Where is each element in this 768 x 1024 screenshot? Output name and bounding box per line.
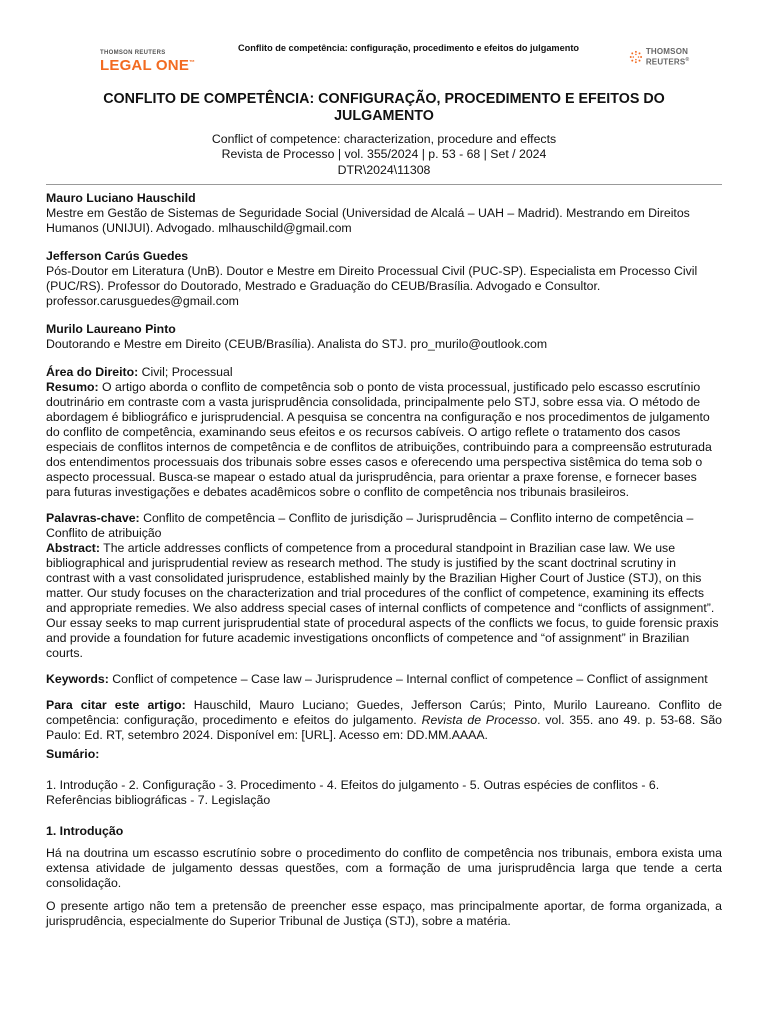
- introduction-heading: 1. Introdução: [46, 823, 124, 838]
- running-title: Conflito de competência: configuração, procedimento e efeitos do julgamento: [238, 43, 579, 53]
- author-entry: [46, 249, 722, 309]
- area-value: Civil; Processual: [138, 364, 233, 379]
- summary-title: Sumário:: [46, 746, 100, 761]
- english-title: Conflict of competence: characterization, procedure and effects: [211, 132, 557, 147]
- citation-label: Para citar este artigo:: [46, 697, 186, 712]
- logo-publisher: THOMSON REUTERS: [100, 50, 166, 56]
- summary-text: 1. Introdução - 2. Configuração - 3. Procedimento - 4. Efeitos do julgamento - 5. Outras espécies de conflitos - 6. Referências bibliográficas - 7. Legislação: [46, 777, 660, 807]
- resumo-text: O artigo aborda o conflito de competência sob o ponto de vista processual, justificado pelo escasso escrutínio doutrinário em contraste com a vasta jurisprudência consolidada, principalmente pelo STJ, sobre essa via. O método de abordagem é bibliográfico e jurisprudencial. A pesquisa se concentra na configuração e nos procedimentos de julgamento do conflito de competência, examinando seus efeitos e os recursos cabíveis. O artigo reflete o tratamento dos casos especiais de conflitos internos de competência e de conflitos de atribuições, contribuindo para a compreensão estruturada dos entendimentos processuais dos tribunais sobre esses casos e oferecendo uma perspectiva sistêmica do tema sob o aspecto processual. Busca-se mapear o estado atual da jurisprudência, para orientar a praxe forense, e fornecer bases para futuras investigações e debates acadêmicos sobre o conflito de competência nos tribunais brasileiros.: [46, 379, 712, 499]
- author-name: Murilo Laureano Pinto: [46, 321, 176, 336]
- introduction-paragraph: Há na doutrina um escasso escrutínio sobre o procedimento do conflito de competência nos tribunais, embora exista uma extensa atividade de julgamento dessas questões, com a formação de uma jurisprudência larga que tende a certa consolidação.: [46, 845, 722, 890]
- author-bio: Doutorando e Mestre em Direito (CEUB/Brasília). Analista do STJ. pro_murilo@outlook.com: [46, 336, 548, 351]
- citation-text: Hauschild, Mauro Luciano; Guedes, Jefferson Carús; Pinto, Murilo Laureano. Conflito de competência: configuração, procedimento e efeitos do julgamento.: [46, 697, 722, 727]
- abstract-en-block: [46, 511, 722, 661]
- logo-trademark: ™: [189, 60, 196, 67]
- introduction-paragraph: O presente artigo não tem a pretensão de preencher esse espaço, mas principalmente aportar, de forma organizada, a jurisprudência, especialmente do Superior Tribunal de Justiça (STJ), sobre a matéria.: [46, 898, 722, 928]
- author-name: Jefferson Carús Guedes: [46, 248, 189, 263]
- keywords-label: Keywords:: [46, 671, 109, 686]
- journal-reference: Revista de Processo | vol. 355/2024 | p. 53 - 68 | Set / 2024: [221, 147, 547, 162]
- author-name: Mauro Luciano Hauschild: [46, 190, 196, 205]
- logo-right-text: [646, 47, 722, 67]
- logo-right-name: THOMSON REUTERS: [645, 47, 689, 67]
- abstract-label: Abstract:: [46, 540, 100, 555]
- palavras-chave-line: [46, 511, 722, 541]
- palavras-chave-text: Conflito de competência – Conflito de jurisdição – Jurisprudência – Conflito interno de competência – Conflito de atribuição: [46, 510, 694, 540]
- authors-list: [46, 191, 722, 352]
- thomson-reuters-logo: [629, 47, 722, 67]
- citation-block: [46, 698, 722, 743]
- logo-right-registered: ®: [685, 56, 690, 63]
- author-entry: [46, 322, 722, 352]
- citation-paragraph: [46, 698, 722, 743]
- header-divider: [46, 184, 722, 185]
- document-id: DTR\2024\11308: [337, 162, 431, 177]
- keywords-text: Conflict of competence – Case law – Jurisprudence – Internal conflict of competence – Conflict of assignment: [108, 671, 708, 686]
- area-label: Área do Direito:: [46, 364, 139, 379]
- author-bio: Pós-Doutor em Literatura (UnB). Doutor e Mestre em Direito Processual Civil (PUC-SP). Especialista em Processo Civil (PUC/RS). Professor do Doutorado, Mestrado e Graduação do CEUB/Brasília. Advogado e Consultor. professor.carusguedes@gmail.com: [46, 263, 698, 308]
- abstract-pt-block: [46, 365, 722, 500]
- author-bio: Mestre em Gestão de Sistemas de Seguridade Social (Universidad de Alcalá – UAH – Madrid). Mestrando em Direitos Humanos (UNIJUI). Advogado. mlhauschild@gmail.com: [46, 205, 690, 235]
- summary-block: [46, 747, 722, 808]
- thomson-reuters-dots-icon: [629, 49, 643, 65]
- author-entry: [46, 191, 722, 236]
- page-header: [46, 0, 722, 86]
- resumo-paragraph: [46, 380, 722, 500]
- area-line: [46, 365, 722, 380]
- article-meta: [46, 132, 722, 178]
- abstract-text: The article addresses conflicts of competence from a procedural standpoint in Brazilian case law. We use bibliographical and jurisprudential review as research method. The study is justified by the scant doctrinal scrutiny in contrast with a vast consolidated jurisprudence, established mainly by the Brazilian Higher Court of Justice (STJ), on this matter. Our study focuses on the characterization and trial procedures of the conflict of competence, examining its effects and appropriate remedies. We also address special cases of internal conflicts of competence and “conflicts of assignment”. Our essay seeks to map current jurisprudential state of procedural aspects of the conflicts we focus, to guide forensic praxis and provide a foundation for future academic investigations onconflicts of competence and “of assignment” in Brazilian courts.: [46, 540, 719, 660]
- abstract-paragraph: [46, 541, 722, 661]
- keywords-block: [46, 672, 722, 687]
- citation-rest: . vol. 355. ano 49. p. 53-68. São Paulo: Ed. RT, setembro 2024. Disponível em: [URL]. Acesso em: DD.MM.AAAA.: [46, 712, 723, 742]
- introduction-section: [46, 824, 722, 929]
- citation-journal: Revista de Processo: [421, 712, 538, 727]
- logo-product: [100, 57, 195, 75]
- resumo-label: Resumo:: [46, 379, 99, 394]
- logo-product-name: LEGAL ONE: [100, 57, 190, 75]
- keywords-line: [46, 672, 722, 687]
- article-title: CONFLITO DE COMPETÊNCIA: CONFIGURAÇÃO, PROCEDIMENTO E EFEITOS DO JULGAMENTO: [103, 91, 665, 124]
- palavras-chave-label: Palavras-chave:: [46, 510, 140, 525]
- legal-one-logo: [100, 50, 195, 76]
